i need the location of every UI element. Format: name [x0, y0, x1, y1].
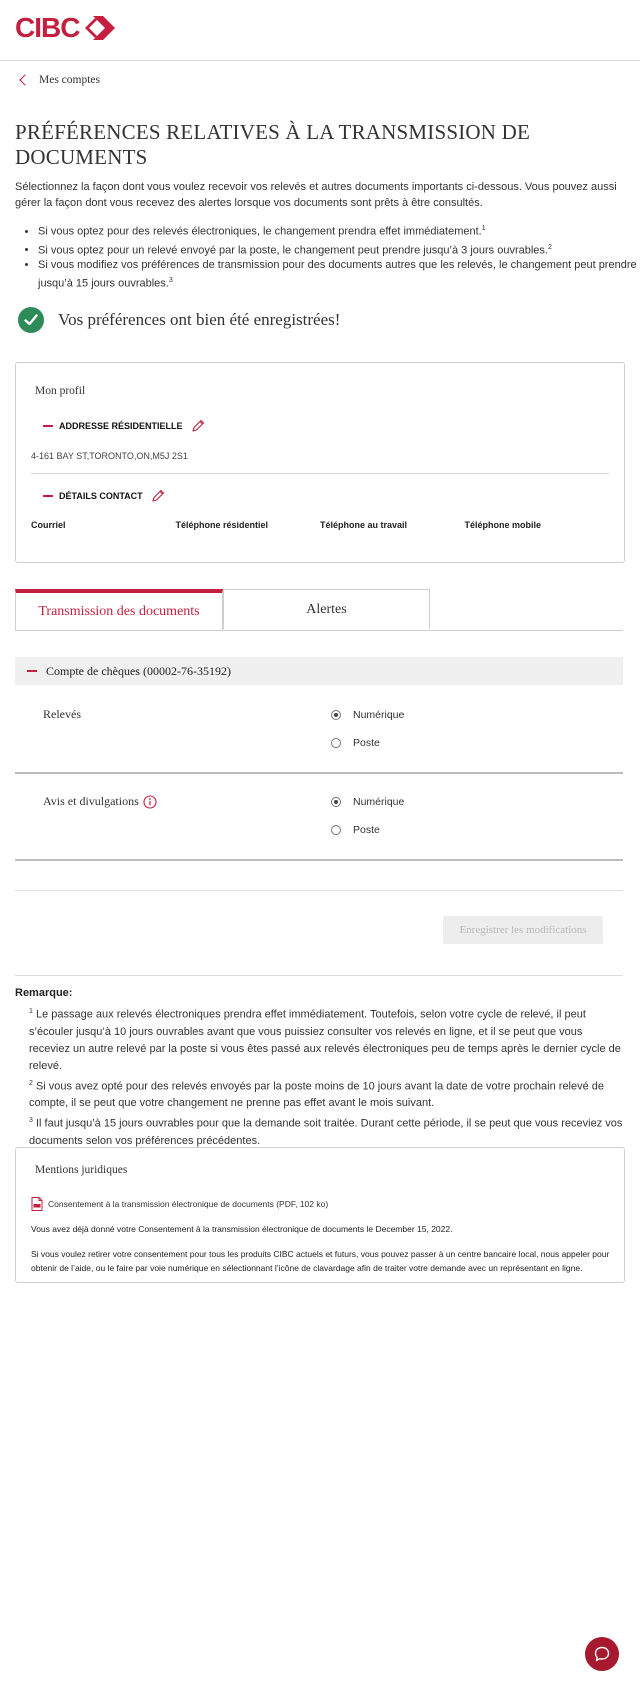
divider: [15, 890, 623, 891]
tab-bar: [15, 589, 623, 631]
statements-mail-radio[interactable]: [331, 737, 380, 749]
collapse-dash-icon: [43, 495, 53, 497]
radio-label: Poste: [353, 824, 380, 836]
account-section-toggle[interactable]: [15, 657, 623, 685]
contact-col-home-phone: Téléphone résidentiel: [175, 520, 269, 530]
radio-label: Numérique: [353, 709, 405, 721]
radio-unselected-icon[interactable]: [331, 738, 341, 748]
chat-button[interactable]: [585, 1637, 619, 1671]
logo-diamond-icon: [81, 16, 115, 40]
remarks-list: [29, 1003, 625, 1150]
success-message: Vos préférences ont bien été enregistrées!: [58, 310, 341, 329]
section-divider: [15, 859, 623, 861]
pref-statements-text: Relevés: [43, 707, 81, 721]
radio-unselected-icon[interactable]: [331, 825, 341, 835]
residential-address: 4-161 BAY ST,TORONTO,ON,M5J 2S1: [31, 451, 188, 461]
notices-digital-radio[interactable]: [331, 796, 404, 808]
address-heading: ADDRESSE RÉSIDENTIELLE: [59, 421, 183, 431]
intro-text: Sélectionnez la façon dont vous voulez recevoir vos relevés et autres documents importants ci-dessous. Vous pouvez aussi gérer la façon dont vous recevez des alertes lorsque vos documents sont prêts à être consultés.: [15, 181, 617, 209]
tab-alerts[interactable]: Alertes: [223, 589, 430, 629]
profile-card: [15, 362, 625, 563]
back-to-accounts-link[interactable]: [18, 74, 100, 86]
success-banner: [18, 307, 340, 333]
contact-col-mobile-phone: Téléphone mobile: [464, 520, 542, 530]
pref-notices-text: Avis et divulgations: [43, 794, 139, 808]
legal-title: Mentions juridiques: [35, 1164, 128, 1176]
collapse-dash-icon: [43, 425, 53, 427]
consent-given-text: Vous avez déjà donné votre Consentement à la transmission électronique de documents le December 15, 2022.: [31, 1224, 453, 1234]
remark-item: $^3$ Il faut jusqu’à 15 jours ouvrables pour que la demande soit traitée. Durant cette période, il se peut que vous receviez vos documents selon vos préférences précédentes.: [29, 1117, 623, 1147]
site-header: [0, 0, 640, 61]
chevron-left-icon: [19, 74, 30, 85]
collapse-dash-icon: [27, 670, 37, 672]
cibc-logo[interactable]: [15, 14, 115, 42]
info-icon[interactable]: [143, 795, 157, 809]
check-circle-icon: [18, 307, 44, 333]
back-link-label: Mes comptes: [39, 74, 101, 86]
pref-statements-label: [43, 707, 81, 722]
pencil-icon[interactable]: [151, 489, 165, 503]
pdf-file-icon: [31, 1197, 43, 1211]
chat-bubble-icon: [593, 1645, 611, 1663]
tab-document-delivery[interactable]: Transmission des documents: [15, 589, 223, 630]
page-title: PRÉFÉRENCES RELATIVES À LA TRANSMISSION DE DOCUMENTS: [15, 120, 530, 169]
account-label: Compte de chèques (00002-76-35192): [46, 663, 231, 678]
bullet-item: • Si vous optez pour des relevés électroniques, le changement prendra effet immédiatement.$^1$: [38, 221, 640, 240]
contact-col-work-phone: Téléphone au travail: [320, 520, 408, 530]
contact-col-email: Courriel: [31, 520, 66, 530]
save-changes-button[interactable]: Enregistrer les modifications: [443, 916, 603, 944]
radio-label: Poste: [353, 737, 380, 749]
bullet-item: • Si vous optez pour un relevé envoyé par la poste, le changement peut prendre jusqu’à 3 jours ouvrables.$^2$: [38, 240, 640, 259]
pdf-link-label: Consentement à la transmission électronique de documents (PDF, 102 ko): [48, 1199, 329, 1209]
consent-pdf-link[interactable]: [31, 1197, 328, 1211]
profile-title: Mon profil: [35, 385, 86, 397]
logo-text: CIBC: [15, 12, 80, 43]
pencil-icon[interactable]: [191, 419, 205, 433]
info-bullets: [15, 221, 640, 292]
remarks-title: Remarque:: [15, 987, 73, 999]
address-section-toggle[interactable]: [43, 419, 205, 433]
contact-heading: DÉTAILS CONTACT: [59, 491, 143, 501]
legal-card: [15, 1147, 625, 1283]
statements-digital-radio[interactable]: [331, 709, 404, 721]
bullet-item: • Si vous modifiez vos préférences de transmission pour des documents autres que les relevés, le changement peut prendre jusqu’à 15 jours ouvrables.$^3$: [38, 258, 640, 292]
remark-item: $^1$ Le passage aux relevés électroniques prendra effet immédiatement. Toutefois, selon votre cycle de relevé, il peut s’écouler jusqu’à 10 jours ouvrables avant que vous puissiez consulter vos relevés en ligne, et il se peut que vous receviez un autre relevé par la poste si vous êtes passé aux relevés électroniques peu de temps après le dernier cycle de relevé.: [29, 1008, 621, 1072]
radio-selected-icon[interactable]: [331, 797, 341, 807]
divider: [31, 473, 609, 474]
pref-notices-label: [43, 794, 157, 809]
contact-columns: [31, 520, 609, 530]
divider: [15, 975, 623, 976]
contact-section-toggle[interactable]: [43, 489, 165, 503]
notices-mail-radio[interactable]: [331, 824, 380, 836]
withdraw-consent-text: Si vous voulez retirer votre consentement pour tous les produits CIBC actuels et futurs, vous pouvez passer à un centre bancaire local, nous appeler pour obtenir de l’aide, ou le faire par voie numérique en sélectionnant l’icône de clavardage afin de traiter votre demande avec un représentant en ligne.: [31, 1249, 610, 1273]
radio-selected-icon[interactable]: [331, 710, 341, 720]
remark-item: $^2$ Si vous avez opté pour des relevés envoyés par la poste moins de 10 jours avant la date de votre prochain relevé de compte, il se peut que votre changement ne prenne pas effet avant le mois suivant.: [29, 1079, 605, 1110]
section-divider: [15, 772, 623, 774]
radio-label: Numérique: [353, 796, 405, 808]
